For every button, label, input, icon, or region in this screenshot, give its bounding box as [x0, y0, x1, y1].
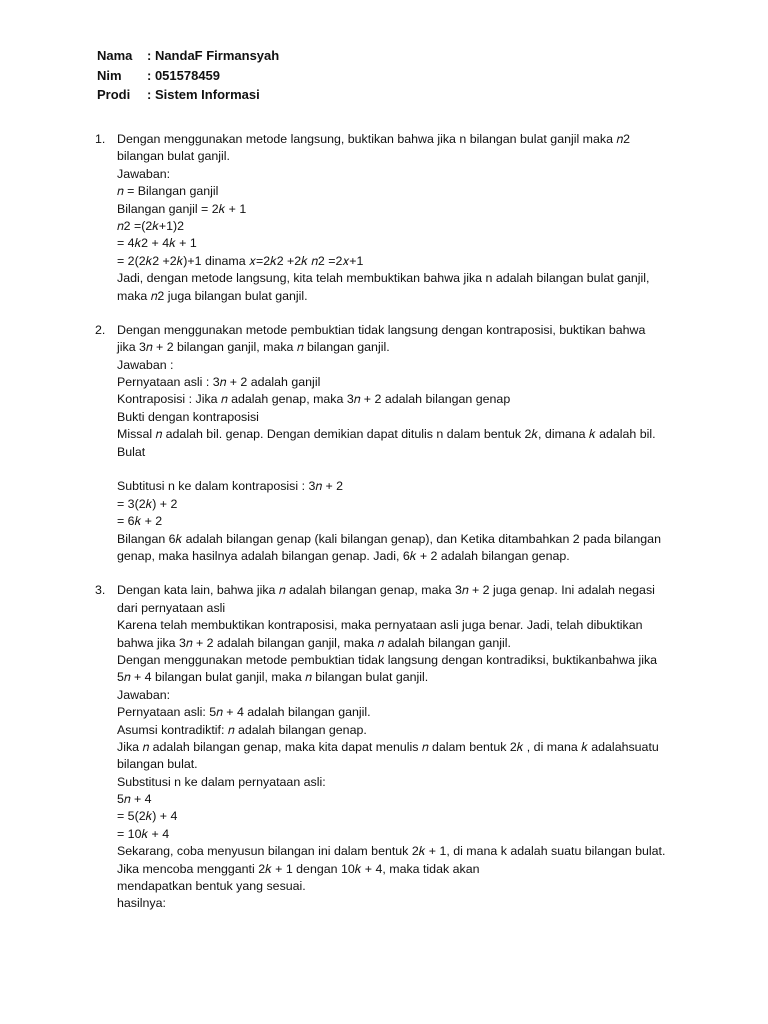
text-line: = 6𝑘 + 2 [117, 514, 163, 529]
text-line: Kontraposisi : Jika 𝑛 adalah genap, maka 3𝑛 + 2 adalah bilangan genap [117, 392, 511, 407]
question-number: 1. [95, 132, 106, 146]
text-line: Karena telah membuktikan kontraposisi, maka pernyataan asli juga benar. Jadi, telah dibuktikan [117, 618, 643, 633]
text-line: Substitusi n ke dalam pernyataan asli: [117, 774, 326, 789]
info-row-name [97, 46, 279, 66]
text-line: = 2(2𝑘2 +2𝑘)+1 dinama 𝑥=2𝑘2 +2𝑘 𝑛2 =2𝑥+1 [117, 253, 364, 268]
text-line: Dengan menggunakan metode pembuktian tidak langsung dengan kontradiksi, buktikanbahwa jika [117, 652, 658, 667]
text-line: 5𝑛 + 4 [117, 792, 152, 807]
text-line: 𝑛2 =(2𝑘+1)2 [117, 218, 185, 233]
text-line: = 5(2𝑘) + 4 [117, 809, 178, 824]
text-line: Pernyataan asli: 5𝑛 + 4 adalah bilangan ganjil. [117, 705, 371, 720]
text-line: bilangan bulat ganjil. [117, 149, 230, 164]
text-line: Missal 𝑛 adalah bil. genap. Dengan demikian dapat ditulis n dalam bentuk 2𝑘, dimana 𝑘 adalah bil. [117, 427, 656, 442]
info-label: Nim [97, 67, 122, 83]
text-line: Dengan menggunakan metode langsung, buktikan bahwa jika n bilangan bulat ganjil maka 𝑛2 [117, 132, 630, 146]
text-line: = 10𝑘 + 4 [117, 826, 170, 841]
text-line: = 4𝑘2 + 4𝑘 + 1 [117, 236, 197, 251]
question-item [0, 131, 768, 305]
text-line: bahwa jika 3𝑛 + 2 adalah bilangan ganjil, maka 𝑛 adalah bilangan ganjil. [117, 635, 511, 650]
text-line: jika 3𝑛 + 2 bilangan ganjil, maka 𝑛 bilangan ganjil. [117, 340, 390, 355]
text-line: Jika mencoba mengganti 2𝑘 + 1 dengan 10𝑘 + 4, maka tidak akan [117, 861, 480, 876]
text-line: bilangan bulat. [117, 757, 198, 772]
text-line: Jawaban: [117, 687, 171, 702]
text-line: Asumsi kontradiktif: 𝑛 adalah bilangan genap. [117, 722, 367, 737]
text-line: mendapatkan bentuk yang sesuai. [117, 879, 306, 894]
text-line: hasilnya: [117, 896, 166, 911]
student-info-header [97, 46, 279, 105]
question-item [0, 322, 768, 565]
text-line: Jadi, dengan metode langsung, kita telah membuktikan bahwa jika n adalah bilangan bulat ganjil, [117, 271, 650, 286]
text-line: Jika 𝑛 adalah bilangan genap, maka kita dapat menulis 𝑛 dalam bentuk 2𝑘 , di mana 𝑘 adalahsuatu [117, 739, 659, 754]
info-row-nim [97, 66, 279, 86]
text-line: Dengan menggunakan metode pembuktian tidak langsung dengan kontraposisi, buktikan bahwa [117, 322, 646, 337]
text-line: Bukti dengan kontraposisi [117, 409, 259, 424]
text-line: Bilangan ganjil = 2𝑘 + 1 [117, 201, 247, 216]
info-label: Prodi [97, 87, 131, 102]
info-row-prodi [97, 85, 279, 105]
text-line: Pernyataan asli : 3𝑛 + 2 adalah ganjil [117, 375, 321, 390]
blank-line [117, 461, 688, 478]
text-line: genap, maka hasilnya adalah bilangan genap. Jadi, 6𝑘 + 2 adalah bilangan genap. [117, 548, 570, 563]
info-label: Nama [97, 48, 133, 63]
text-line: Sekarang, coba menyusun bilangan ini dalam bentuk 2𝑘 + 1, di mana k adalah suatu bilangan bulat. [117, 844, 666, 859]
question-number: 3. [95, 583, 106, 598]
text-line: maka 𝑛2 juga bilangan bulat ganjil. [117, 288, 308, 303]
text-line: Jawaban: [117, 166, 171, 181]
info-value: : Sistem Informasi [147, 87, 260, 102]
text-line: 𝑛 = Bilangan ganjil [117, 184, 219, 199]
text-line: Bulat [117, 444, 146, 459]
text-line: = 3(2𝑘) + 2 [117, 496, 178, 511]
questions-list [0, 131, 768, 930]
text-line: Jawaban : [117, 357, 174, 372]
info-value: : NandaF Firmansyah [147, 48, 280, 63]
text-line: 5𝑛 + 4 bilangan bulat ganjil, maka 𝑛 bilangan bulat ganjil. [117, 670, 429, 685]
question-number: 2. [95, 322, 106, 337]
text-line: Dengan kata lain, bahwa jika 𝑛 adalah bilangan genap, maka 3𝑛 + 2 juga genap. Ini adalah negasi [117, 583, 655, 598]
text-line: Subtitusi n ke dalam kontraposisi : 3𝑛 + 2 [117, 479, 344, 494]
info-value: : 051578459 [147, 67, 221, 83]
text-line: dari pernyataan asli [117, 600, 226, 615]
text-line: Bilangan 6𝑘 adalah bilangan genap (kali bilangan genap), dan Ketika ditambahkan 2 pada bilangan [117, 531, 661, 546]
question-item [0, 582, 768, 912]
